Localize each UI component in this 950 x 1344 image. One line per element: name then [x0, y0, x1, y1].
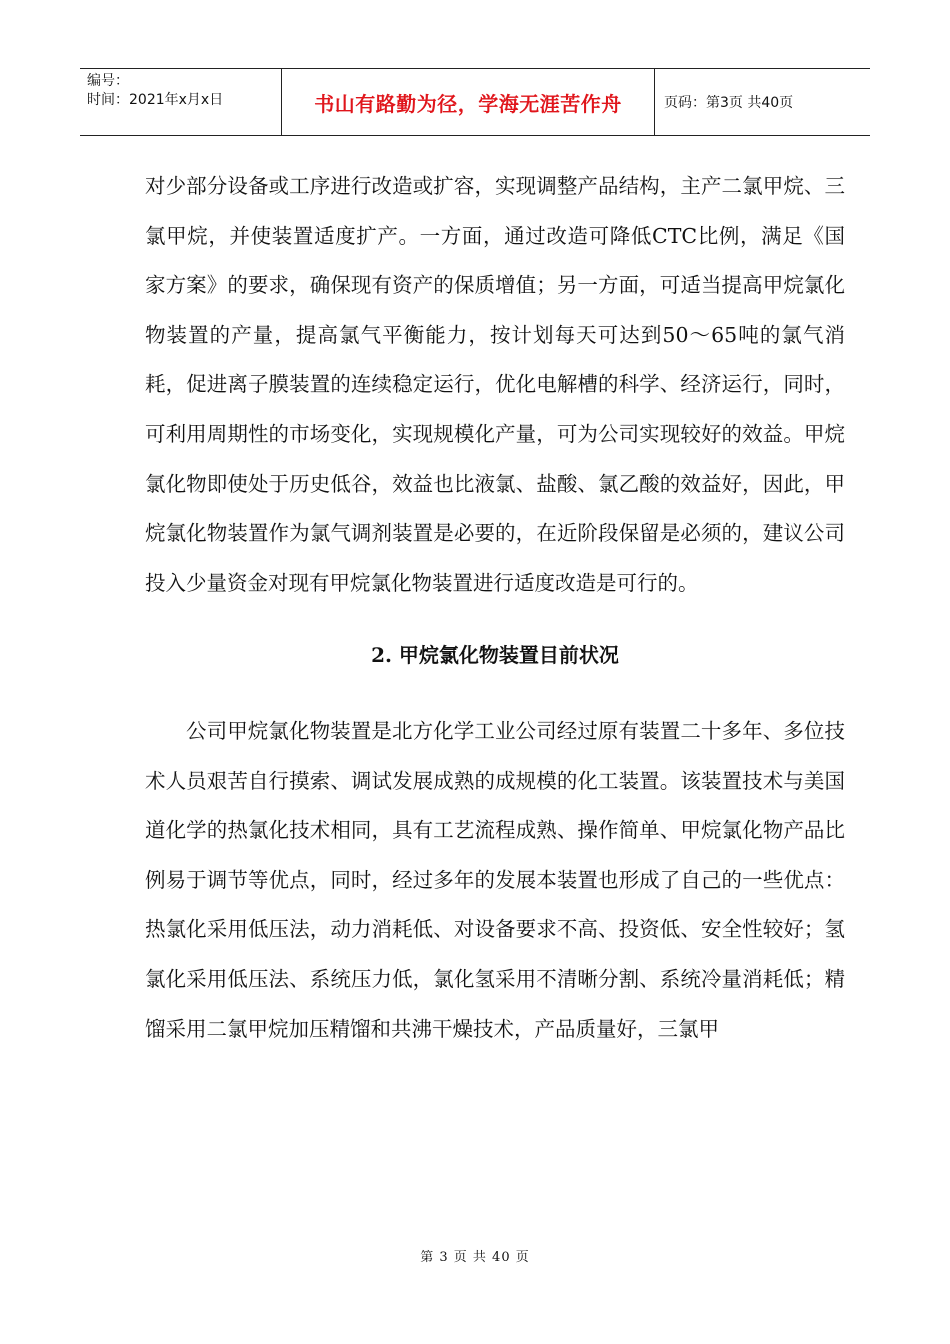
document-header — [80, 68, 870, 136]
header-meta-cell — [80, 69, 282, 135]
page-footer: 第 3 页 共 40 页 — [420, 1250, 530, 1265]
body-paragraph: 公司甲烷氯化物装置是北方化学工业公司经过原有装置二十多年、多位技术人员艰苦自行摸索、调试发展成熟的成规模的化工装置。该装置技术与美国道化学的热氯化技术相同，具有工艺流程成熟、操作简单、甲烷氯化物产品比例易于调节等优点，同时，经过多年的发展本装置也形成了自己的一些优点：热氯化采用低压法，动力消耗低、对设备要求不高、投资低、安全性较好；氢氯化采用低压法、系统压力低，氯化氢采用不清晰分割、系统冷量消耗低；精馏采用二氯甲烷加压精馏和共沸干燥技术，产品质量好，三氯甲 — [145, 718, 845, 1041]
header-motto-cell — [282, 69, 655, 135]
document-body — [145, 162, 845, 1054]
body-paragraph: 对少部分设备或工序进行改造或扩容，实现调整产品结构，主产二氯甲烷、三氯甲烷，并使装置适度扩产。一方面，通过改造可降低CTC比例，满足《国家方案》的要求，确保现有资产的保质增值；另一方面，可适当提高甲烷氯化物装置的产量，提高氯气平衡能力，按计划每天可达到50～65吨的氯气消耗，促进离子膜装置的连续稳定运行，优化电解槽的科学、经济运行，同时，可利用周期性的市场变化，实现规模化产量，可为公司实现较好的效益。甲烷氯化物即使处于历史低谷，效益也比液氯、盐酸、氯乙酸的效益好，因此，甲烷氯化物装置作为氯气调剂装置是必要的，在近阶段保留是必须的，建议公司投入少量资金对现有甲烷氯化物装置进行适度改造是可行的。 — [145, 174, 845, 595]
header-motto: 书山有路勤为径，学海无涯苦作舟 — [314, 91, 622, 116]
header-page-info: 页码：第3页 共40页 — [664, 95, 794, 111]
document-date-label: 时间：2021年x月x日 — [87, 92, 224, 108]
document-number-label: 编号： — [87, 73, 129, 89]
header-page-cell — [655, 69, 870, 135]
section-heading: 2. 甲烷氯化物装置目前状况 — [371, 643, 619, 668]
